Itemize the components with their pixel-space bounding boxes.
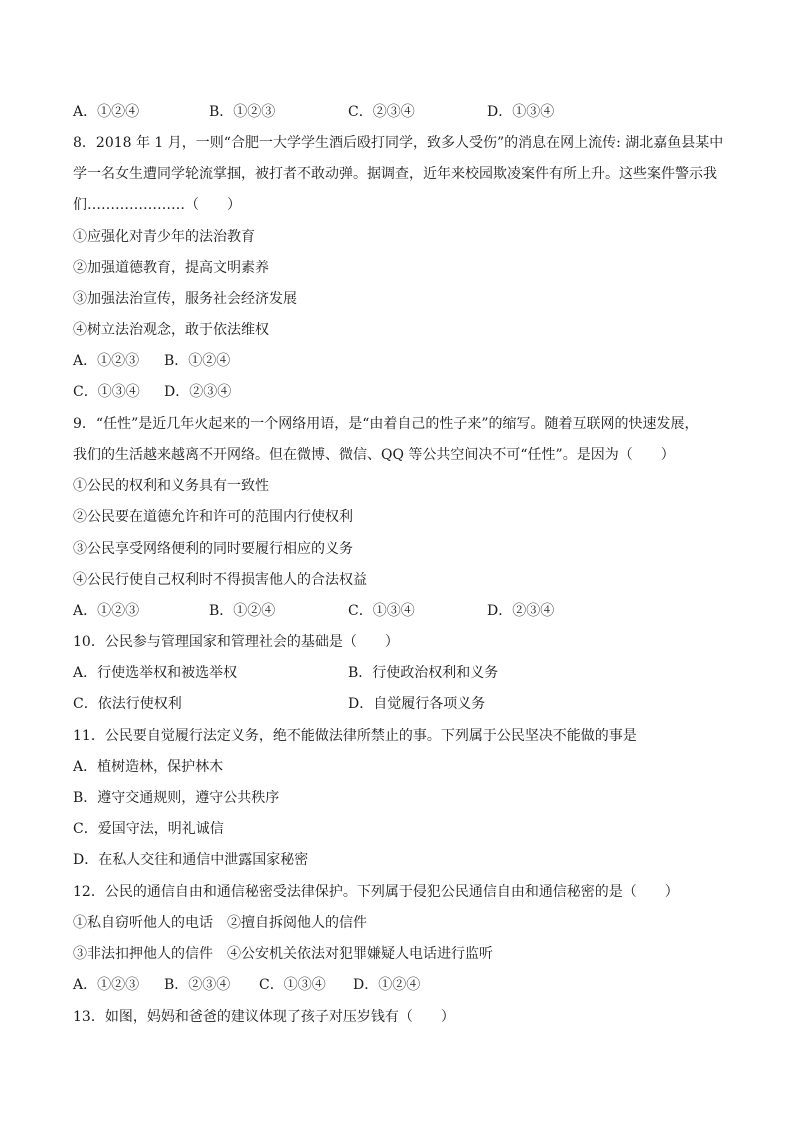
- q11-option-d: D．在私人交往和通信中泄露国家秘密: [73, 852, 309, 868]
- q8-option-d: D．②③④: [164, 384, 232, 400]
- q9-stem-line-2: 我们的生活越来越离不开网络。但在微博、微信、QQ 等公共空间决不可“任性”。是因为（ ）: [73, 447, 675, 463]
- q9-option-b: B．①②④: [209, 603, 276, 619]
- q8-stem-line-1: 8．2018 年 1 月，一则“合肥一大学学生酒后殴打同学，致多人受伤”的消息在网上流传: 湖北嘉鱼县某中: [73, 135, 724, 151]
- q8-item-4: ④树立法治观念，敢于依法维权: [73, 322, 269, 338]
- q9-item-3: ③公民享受网络便利的同时要履行相应的义务: [73, 541, 353, 557]
- q11-option-c: C．爱国守法，明礼诚信: [73, 821, 224, 837]
- q9-option-c: C．①③④: [348, 603, 415, 619]
- q8-item-3: ③加强法治宣传，服务社会经济发展: [73, 291, 297, 307]
- q7-option-b: B．①②③: [209, 104, 276, 120]
- q9-item-2: ②公民要在道德允许和许可的范围内行使权利: [73, 509, 353, 525]
- q7-option-d: D．①③④: [487, 104, 555, 120]
- q12-option-a: A．①②③: [73, 977, 140, 993]
- q8-stem-line-2: 学一名女生遭同学轮流掌掴，被打者不敢动弹。据调查，近年来校园欺凌案件有所上升。这些案件警示我: [73, 166, 717, 182]
- q11-option-a: A．植树造林，保护林木: [73, 759, 224, 775]
- q7-option-c: C．②③④: [348, 104, 415, 120]
- q10-option-b: B．行使政治权利和义务: [348, 665, 499, 681]
- q9-option-d: D．②③④: [487, 603, 555, 619]
- q8-option-a: A．①②③: [73, 353, 140, 369]
- q8-item-2: ②加强道德教育，提高文明素养: [73, 260, 269, 276]
- q11-option-b: B．遵守交通规则，遵守公共秩序: [73, 790, 280, 806]
- q8-option-c: C．①③④: [73, 384, 140, 400]
- q8-stem-line-3: 们…………………（ ）: [73, 197, 241, 213]
- q9-option-a: A．①②③: [73, 603, 140, 619]
- q7-option-a: A．①②④: [73, 104, 140, 120]
- q9-stem-line-1: 9．“任性”是近几年火起来的一个网络用语，是“由着自己的性子来”的缩写。随着互联网的快速发展，: [73, 416, 699, 432]
- q9-item-4: ④公民行使自己权利时不得损害他人的合法权益: [73, 572, 367, 588]
- q13-stem: 13．如图，妈妈和爸爸的建议体现了孩子对压岁钱有（ ）: [73, 1009, 455, 1025]
- q12-option-c: C．①③④: [259, 977, 326, 993]
- q12-item-line-2: ③非法扣押他人的信件 ④公安机关依法对犯罪嫌疑人电话进行监听: [73, 946, 493, 962]
- q12-option-d: D．①②④: [353, 977, 421, 993]
- q10-option-a: A．行使选举权和被选举权: [73, 665, 238, 681]
- q9-item-1: ①公民的权利和义务具有一致性: [73, 478, 269, 494]
- q8-item-1: ①应强化对青少年的法治教育: [73, 229, 255, 245]
- q8-option-b: B．①②④: [164, 353, 231, 369]
- q12-stem: 12．公民的通信自由和通信秘密受法律保护。下列属于侵犯公民通信自由和通信秘密的是（ ）: [73, 884, 679, 900]
- q10-option-d: D．自觉履行各项义务: [348, 696, 486, 712]
- q10-option-c: C．依法行使权利: [73, 696, 182, 712]
- q12-item-line-1: ①私自窃听他人的电话 ②擅自拆阅他人的信件: [73, 915, 367, 931]
- q12-option-b: B．②③④: [164, 977, 231, 993]
- q10-stem: 10．公民参与管理国家和管理社会的基础是（ ）: [73, 634, 399, 650]
- q11-stem: 11．公民要自觉履行法定义务，绝不能做法律所禁止的事。下列属于公民坚决不能做的事是: [73, 728, 637, 744]
